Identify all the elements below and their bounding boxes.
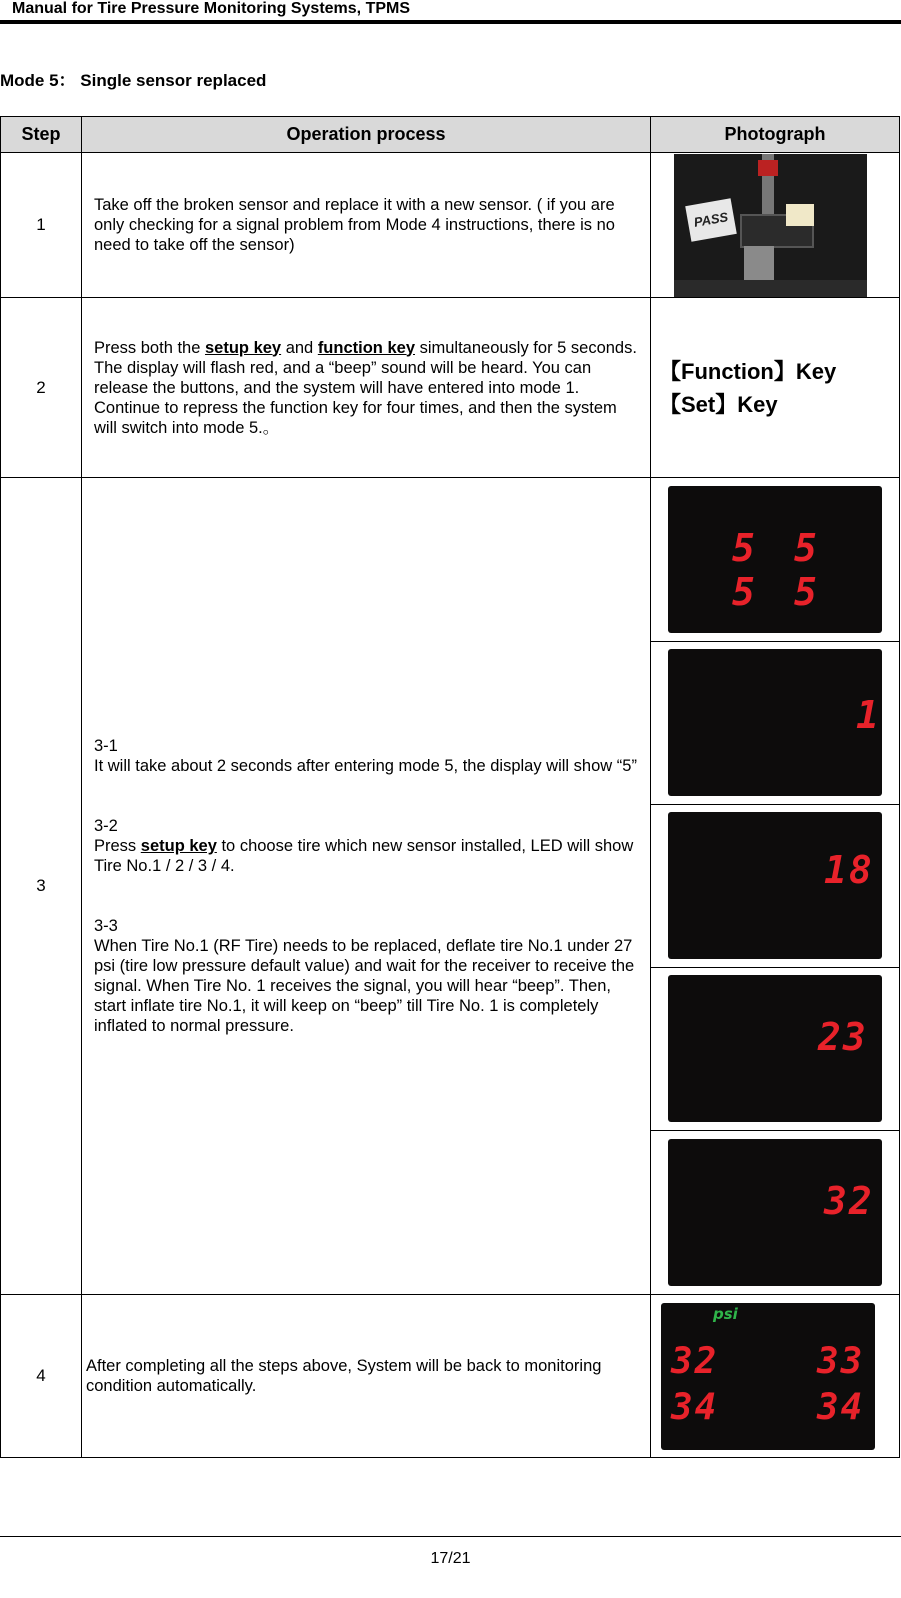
photo-cell [651, 298, 900, 478]
led-digit: 5 [732, 570, 757, 614]
substep-text-3-1: It will take about 2 seconds after entering mode 5, the display will show “5” [94, 757, 637, 775]
mode-title: Mode 5： Single sensor replaced [0, 71, 267, 90]
table-header-row [1, 117, 900, 153]
photo-cell [651, 478, 900, 1295]
led-digit: 5 [794, 526, 819, 570]
text-segment: Press [94, 837, 141, 855]
operation-text [82, 298, 651, 478]
led-digit: 18 [824, 848, 874, 892]
psi-unit-label: psi [713, 1304, 738, 1323]
substep-title-3-3: 3-3 [94, 917, 118, 935]
table-row-step-2 [1, 298, 900, 478]
valve-cap [758, 160, 778, 176]
led-cell [651, 805, 899, 968]
text-segment: Press both the [94, 338, 205, 357]
operation-text [82, 478, 651, 1295]
key-labels [651, 355, 899, 421]
photo-cell [651, 153, 900, 298]
photo-floor [674, 280, 867, 297]
led-cell [651, 642, 899, 805]
step-number: 4 [1, 1295, 82, 1458]
operation-text: Take off the broken sensor and replace it with a new sensor. ( if you are only checking for a signal problem from Mode 4 instructions, there is no need to take off the sensor) [82, 153, 651, 298]
header-photograph: Photograph [651, 117, 900, 153]
header-step: Step [1, 117, 82, 153]
step-number: 1 [1, 153, 82, 298]
setup-key-keyword: setup key [140, 837, 217, 855]
led-pressure-fr: 33 [817, 1340, 865, 1382]
led-digit: 32 [824, 1178, 874, 1223]
substep-text-3-2 [94, 836, 640, 876]
page-number: 17/21 [430, 1550, 471, 1567]
led-digit: 5 [732, 526, 757, 570]
operation-text: After completing all the steps above, System will be back to monitoring condition automatically. [82, 1295, 651, 1458]
led-digit: 5 [794, 570, 819, 614]
step-number: 3 [1, 478, 82, 1295]
header-rule [0, 20, 901, 24]
sensor-tag [786, 204, 814, 226]
text-segment: to choose tire which new sensor installed, LED will show Tire No.1 / 2 / 3 / 4. [94, 837, 634, 875]
step-number: 2 [1, 298, 82, 478]
sensor-photo [674, 154, 867, 297]
substep-title-3-1: 3-1 [94, 737, 118, 755]
text-segment: simultaneously for 5 seconds. The display will flash red, and a “beep” sound will be heard. You can release the buttons, and the system will have entered into mode 1. Continue to repress the function key for four times, and then the system will switch into mode 5.。 [94, 338, 637, 437]
led-digit: 23 [818, 1015, 868, 1059]
led-display-stack [651, 479, 899, 1294]
led-display-value-18 [668, 812, 882, 959]
led-cell [651, 1131, 899, 1294]
substep-title-3-2: 3-2 [94, 817, 118, 835]
pass-sticker: PASS [685, 198, 737, 241]
led-pressure-rl: 34 [671, 1386, 719, 1428]
photo-cell [651, 1295, 900, 1458]
led-cell [651, 479, 899, 642]
led-display-value-23 [668, 975, 882, 1122]
led-cell [651, 968, 899, 1131]
led-display-monitoring [661, 1303, 875, 1450]
document-header-title: Manual for Tire Pressure Monitoring Systems, TPMS [12, 0, 411, 17]
set-key-label: 【Set】Key [659, 391, 778, 417]
table-row-step-1 [1, 153, 900, 298]
text-segment: and [281, 338, 318, 357]
led-pressure-fl: 32 [671, 1340, 719, 1382]
led-display-value-32 [668, 1139, 882, 1286]
table-row-step-4 [1, 1295, 900, 1458]
header-operation: Operation process [82, 117, 651, 153]
led-display-mode5 [668, 486, 882, 633]
function-key-keyword: function key [317, 338, 415, 357]
function-key-label: 【Function】Key [659, 358, 837, 384]
setup-key-keyword: setup key [204, 338, 282, 357]
led-pressure-rr: 34 [817, 1386, 865, 1428]
footer-rule [0, 1536, 901, 1537]
table-row-step-3 [1, 478, 900, 1295]
substep-text-3-3: When Tire No.1 (RF Tire) needs to be replaced, deflate tire No.1 under 27 psi (tire low pressure default value) and wait for the receiver to receive the signal. When Tire No. 1 receives the signal, you will hear “beep”. Then, start inflate tire No.1, it will keep on “beep” till Tire No. 1 is completely inflated to normal pressure. [94, 937, 635, 1035]
led-display-tire-1 [668, 649, 882, 796]
led-digit: 1 [856, 693, 881, 737]
operation-table [0, 116, 900, 1458]
